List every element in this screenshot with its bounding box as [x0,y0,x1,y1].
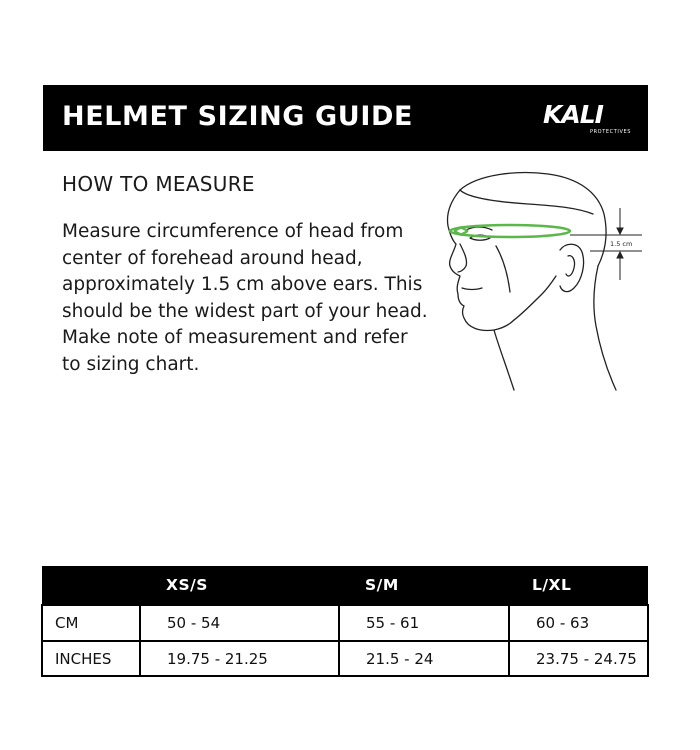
head-measurement-illustration [438,168,648,393]
table-header-blank [42,566,140,605]
table-cell: 60 - 63 [509,605,648,641]
table-cell: 21.5 - 24 [339,641,509,676]
table-header-l-xl: L/XL [509,566,648,605]
measure-label: 1.5 cm [610,240,633,248]
header-banner [43,85,648,151]
kali-logo [543,102,633,138]
table-cell: 50 - 54 [140,605,339,641]
sizing-table [41,566,649,677]
table-header-s-m: S/M [339,566,509,605]
logo-subtext: PROTECTIVES [589,129,631,135]
neck-front [494,330,514,390]
row-label-cm: CM [42,605,140,641]
table-header-xs-s: XS/S [140,566,339,605]
head-outline [460,173,606,266]
table-cell: 23.75 - 24.75 [509,641,648,676]
face-profile [448,190,515,331]
section-title: HOW TO MEASURE [62,172,255,196]
table-header-row [42,566,648,605]
measure-instructions: Measure circumference of head from center of forehead around head, approximately 1.5 cm above ears. This should be the widest part of your head. Make note of measurement and refer to sizing chart. [62,221,428,375]
neck-back [594,266,616,390]
row-label-inches: INCHES [42,641,140,676]
nose [458,244,467,272]
table-row [42,641,648,676]
jaw-line [514,276,556,320]
table-row [42,605,648,641]
table-cell: 55 - 61 [339,605,509,641]
logo-wordmark: KALI [543,100,603,129]
table-cell: 19.75 - 21.25 [140,641,339,676]
page-title: HELMET SIZING GUIDE [62,101,414,132]
ear [560,244,584,291]
hairline [460,190,593,214]
tape-arrow-right [460,227,468,235]
mouth [462,288,482,290]
